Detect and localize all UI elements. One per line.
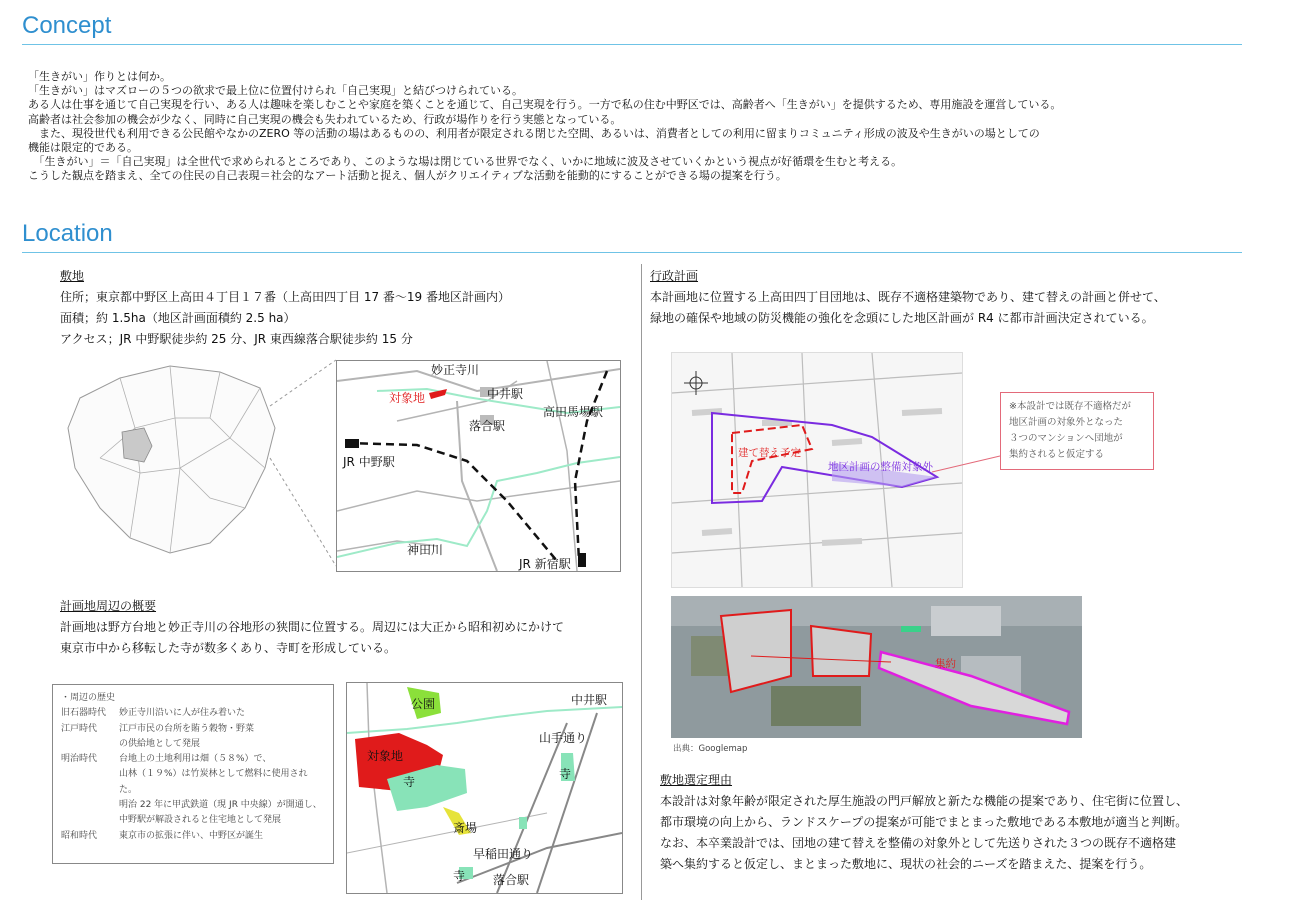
reason-line: なお、本卒業設計では、団地の建て替えを整備の対象外として先送りされた３つの既存不適格建 bbox=[660, 836, 1177, 850]
site-title: 敷地 bbox=[60, 269, 85, 283]
outside-label: 地区計画の整備対象外 bbox=[828, 461, 933, 473]
map1-ochiai-label: 落合駅 bbox=[469, 419, 506, 433]
note-box bbox=[1000, 392, 1154, 470]
history-row: 中野駅が解設されると住宅地として発展 bbox=[119, 815, 282, 826]
column-divider bbox=[641, 264, 642, 900]
note-line: 地区計画の対象外となった bbox=[1009, 417, 1124, 428]
history-row: 江戸時代 江戸市民の台所を賄う穀物・野菜 bbox=[61, 723, 255, 734]
surround-title: 計画地周辺の概要 bbox=[60, 599, 157, 613]
rebuild-label: 建て替え予定 bbox=[738, 447, 801, 459]
map1-nakano-label: JR 中野駅 bbox=[343, 455, 395, 469]
surround-map bbox=[346, 682, 623, 894]
map2-temple2-label: 寺 bbox=[559, 767, 572, 781]
history-row: 昭和時代 東京市の拡張に伴い、中野区が誕生 bbox=[61, 830, 264, 841]
concept-line: 高齢者は社会参加の機会が少なく、同時に自己実現の機会も失われているため、行政が場作りを行う実態となっている。 bbox=[28, 112, 622, 126]
location-heading: Location bbox=[22, 220, 113, 247]
concept-heading: Concept bbox=[22, 12, 112, 39]
admin-line: 本計画地に位置する上高田四丁目団地は、既存不適格建築物であり、建て替えの計画と併せて、 bbox=[650, 290, 1166, 304]
surround-line: 計画地は野方台地と妙正寺川の谷地形の狭間に位置する。周辺には大正から昭和初めにかけて bbox=[60, 620, 565, 634]
note-line: 集約されると仮定する bbox=[1009, 449, 1105, 460]
history-row: 山林（１９%）は竹炭林として燃料に使用された。 bbox=[119, 769, 308, 795]
map1-kanda-label: 神田川 bbox=[407, 543, 444, 557]
reason-title: 敷地選定理由 bbox=[660, 773, 733, 787]
concept-line: 「生きがい」作りとは何か。 bbox=[28, 70, 171, 83]
aerial-photo bbox=[671, 596, 1082, 738]
admin-line: 緑地の確保や地域の防災機能の強化を念頭にした地区計画が R4 に都市計画決定されている。 bbox=[650, 311, 1154, 325]
map1-shinjuku-label: JR 新宿駅 bbox=[519, 557, 571, 571]
concept-line: こうした観点を踏まえ、全ての住民の自己表現＝社会的なアート活動と捉え、個人がクリエイティブな活動を能動的にすることができる場の提案を行う。 bbox=[28, 169, 787, 183]
site-area: 面積；約 1.5ha（地区計画面積約 2.5 ha） bbox=[60, 311, 296, 325]
site-access: アクセス；JR 中野駅徒歩約 25 分、JR 東西線落合駅徒歩約 15 分 bbox=[60, 332, 413, 346]
zoom-lines bbox=[250, 358, 340, 568]
location-rule bbox=[22, 252, 1242, 253]
map1-nakai-label: 中井駅 bbox=[487, 387, 524, 401]
map2-target-label: 対象地 bbox=[367, 749, 404, 763]
note-line: ３つのマンションへ団地が bbox=[1009, 433, 1123, 444]
aerial-label: 集約 bbox=[935, 658, 956, 670]
concept-line: また、現役世代も利用できる公民館やなかのZERO 等の活動の場はあるものの、利用者が限定される閉じた空間、あるいは、消費者としての利用に留まりコミュニティ形成の波及や生きがいの場としての bbox=[28, 126, 1040, 140]
map1-river-label: 妙正寺川 bbox=[431, 363, 480, 377]
map1-takadanobaba-label: 高田馬場駅 bbox=[543, 405, 604, 419]
aerial-source: 出典：Googlemap bbox=[673, 744, 748, 754]
history-row: の供給地として発展 bbox=[119, 738, 201, 749]
area-map bbox=[336, 360, 621, 572]
map2-yamate-label: 山手通り bbox=[539, 731, 588, 745]
history-row: 明治 22 年に甲武鉄道（現 JR 中央線）が開通し、 bbox=[119, 800, 322, 811]
map2-temple1-label: 寺 bbox=[403, 775, 416, 789]
reason-line: 築へ集約すると仮定し、まとまった敷地に、現状の社会的ニーズを踏まえた、提案を行う。 bbox=[660, 857, 1152, 871]
surround-block bbox=[60, 596, 564, 659]
concept-text bbox=[28, 70, 1061, 184]
site-address: 住所；東京都中野区上高田４丁目１７番（上高田四丁目 17 番〜19 番地区計画内） bbox=[60, 290, 510, 304]
concept-rule bbox=[22, 44, 1242, 45]
history-title: ・周辺の歴史 bbox=[61, 693, 116, 703]
reason-line: 本設計は対象年齢が限定された厚生施設の門戸解放と新たな機能の提案であり、住宅街に位置し、 bbox=[660, 794, 1189, 808]
concept-line: ある人は仕事を通じて自己実現を行い、ある人は趣味を楽しむことや家庭を築くことを通じて、自己実現を行う。一方で私の住む中野区では、高齢者へ「生きがい」を提供するため、専用施設を運営している。 bbox=[28, 98, 1062, 112]
concept-line: 「生きがい」はマズローの５つの欲求で最上位に位置付けられ「自己実現」と結びつけられている。 bbox=[28, 84, 523, 98]
history-row: 旧石器時代 妙正寺川沿いに人が住み着いた bbox=[61, 708, 246, 719]
map2-park-label: 公園 bbox=[411, 697, 436, 711]
map2-nakai-label: 中井駅 bbox=[571, 693, 608, 707]
surround-line: 東京市中から移転した寺が数多くあり、寺町を形成している。 bbox=[60, 641, 397, 655]
site-block bbox=[60, 266, 510, 350]
note-line: ※本設計では既存不適格だが bbox=[1009, 401, 1131, 412]
map2-temple3-label: 寺 bbox=[453, 869, 466, 883]
history-box bbox=[52, 684, 334, 864]
history-row: 明治時代 台地上の土地利用は畑（５８%）で、 bbox=[61, 754, 272, 765]
map2-waseda-label: 早稲田通り bbox=[473, 847, 534, 861]
map1-target-label: 対象地 bbox=[389, 391, 426, 405]
reason-block bbox=[660, 770, 1188, 875]
map2-ochiai-label: 落合駅 bbox=[493, 873, 530, 887]
concept-line: 機能は限定的である。 bbox=[28, 141, 138, 155]
note-leader bbox=[930, 440, 1002, 480]
admin-block bbox=[650, 266, 1166, 329]
admin-title: 行政計画 bbox=[650, 269, 699, 283]
map2-crematorium-label: 斎場 bbox=[453, 821, 478, 835]
reason-line: 都市環境の向上から、ランドスケープの提案が可能でまとまった敷地である本敷地が適当と判断。 bbox=[660, 815, 1188, 829]
plan-map bbox=[671, 352, 963, 588]
concept-line: 「生きがい」＝「自己実現」は全世代で求められるところであり、このような場は閉じている世界でなく、いかに地域に波及させていくかという視点が好循環を生むと考える。 bbox=[28, 155, 903, 169]
